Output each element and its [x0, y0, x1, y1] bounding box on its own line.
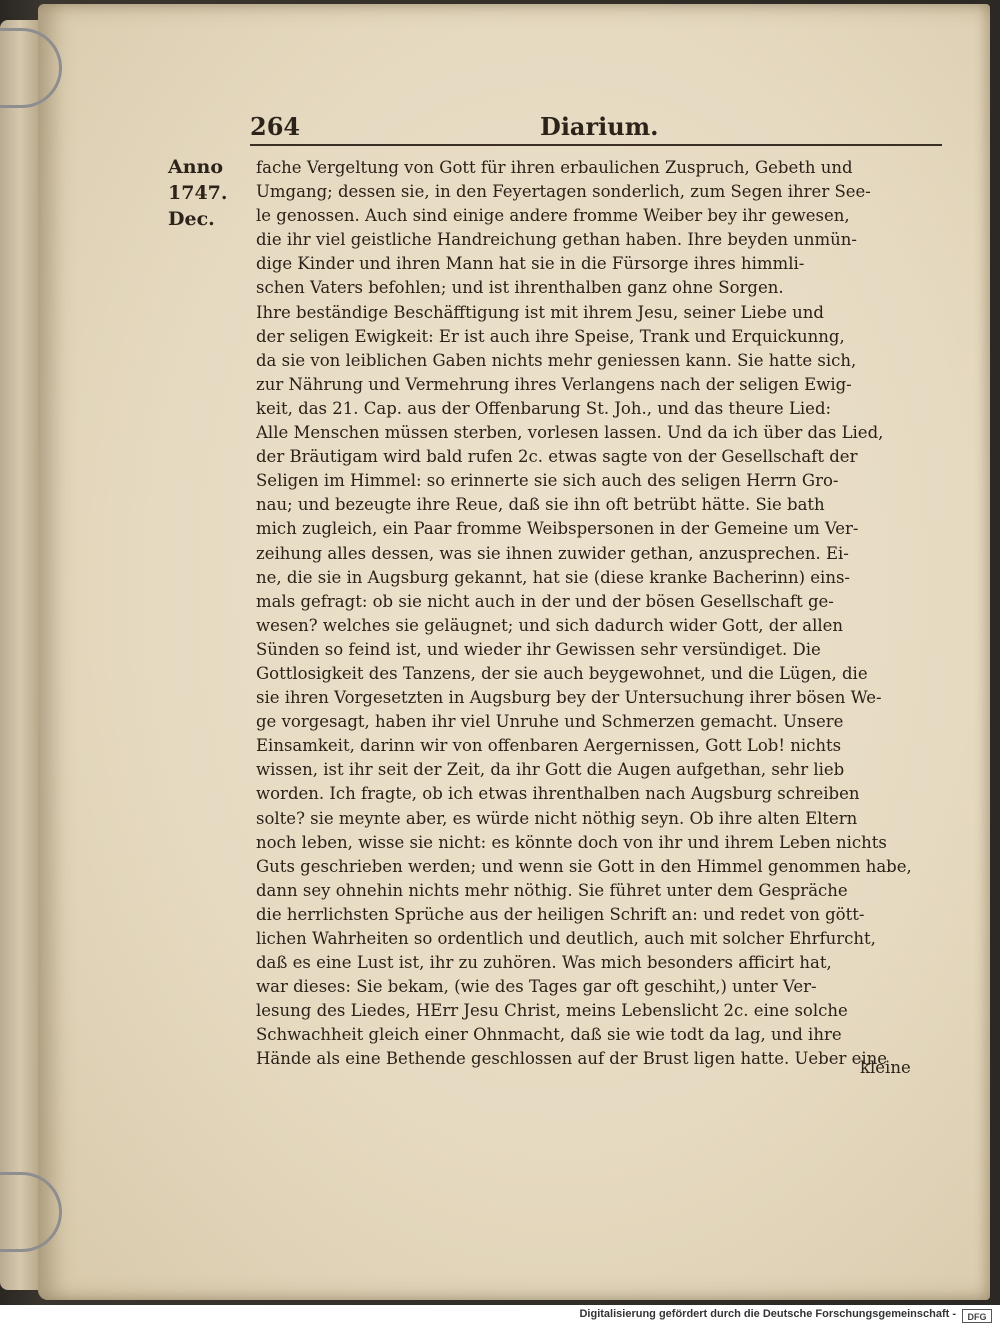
text-line: Seligen im Himmel: so erinnerte sie sich auch des seligen Herrn Gro- [256, 471, 839, 491]
text-line: ne, die sie in Augsburg gekannt, hat sie (diese kranke Bacherinn) eins- [256, 567, 850, 587]
text-line: da sie von leiblichen Gaben nichts mehr geniessen kann. Sie hatte sich, [256, 350, 857, 370]
text-line: dann sey ohnehin nichts mehr nöthig. Sie führet unter dem Gespräche [256, 880, 848, 900]
text-line: Einsamkeit, darinn wir von offenbaren Aergernissen, Gott Lob! nichts [256, 736, 842, 756]
funding-credit: Digitalisierung gefördert durch die Deutsche Forschungsgemeinschaft - [579, 1308, 956, 1320]
text-line: Sünden so feind ist, und wieder ihr Gewissen sehr versündiget. Die [256, 639, 821, 659]
margin-date-note [168, 154, 248, 232]
text-line: lichen Wahrheiten so ordentlich und deutlich, auch mit solcher Ehrfurcht, [256, 929, 876, 948]
text-line: Ihre beständige Beschäfftigung ist mit ihrem Jesu, seiner Liebe und [256, 302, 824, 322]
text-line: le genossen. Auch sind einige andere fromme Weiber bey ihr gewesen, [256, 206, 850, 226]
text-line: mich zugleich, ein Paar fromme Weibspersonen in der Gemeine um Ver- [256, 519, 859, 539]
text-line: ge vorgesagt, haben ihr viel Unruhe und Schmerzen gemacht. Unsere [256, 712, 844, 732]
text-line: nau; und bezeugte ihre Reue, daß sie ihn oft betrübt hätte. Sie bath [256, 495, 825, 515]
body-text [256, 156, 942, 1072]
text-line: worden. Ich fragte, ob ich etwas ihrenthalben nach Augsburg schreiben [256, 784, 860, 804]
text-line: Guts geschrieben werden; und wenn sie Gott in den Himmel genommen habe, [256, 856, 912, 876]
text-line: Gottlosigkeit des Tanzens, der sie auch beygewohnet, und die Lügen, die [256, 663, 868, 683]
page-number: 264 [250, 112, 301, 141]
running-head: Diarium. [540, 112, 659, 141]
text-line: schen Vaters befohlen; und ist ihrenthalben ganz ohne Sorgen. [256, 278, 784, 298]
text-line: war dieses: Sie bekam, (wie des Tages gar oft geschiht,) unter Ver- [256, 977, 817, 997]
text-line: Schwachheit gleich einer Ohnmacht, daß sie wie todt da lag, und ihre [256, 1025, 842, 1045]
text-line: zeihung alles dessen, was sie ihnen zuwider gethan, anzusprechen. Ei- [256, 543, 849, 563]
page-header [250, 108, 950, 148]
margin-note-line: 1747. [168, 182, 228, 204]
text-line: keit, das 21. Cap. aus der Offenbarung St. Joh., und das theure Lied: [256, 398, 832, 418]
text-line: solte? sie meynte aber, es würde nicht nöthig seyn. Ob ihre alten Eltern [256, 808, 858, 828]
footer-bar [0, 1305, 1000, 1327]
dfg-logo: DFG [962, 1309, 992, 1323]
text-line: die ihr viel geistliche Handreichung gethan haben. Ihre beyden unmün- [256, 230, 857, 250]
text-line: der Bräutigam wird bald rufen 2c. etwas sagte von der Gesellschaft der [256, 447, 858, 467]
margin-note-line: Anno [168, 156, 224, 178]
text-line: dige Kinder und ihren Mann hat sie in die Fürsorge ihres himmli- [256, 254, 805, 274]
text-line: die herrlichsten Sprüche aus der heiligen Schrift an: und redet von gött- [256, 904, 865, 924]
header-rule [250, 144, 942, 146]
catchword: kleine [860, 1058, 911, 1077]
text-line: Umgang; dessen sie, in den Feyertagen sonderlich, zum Segen ihrer See- [256, 182, 871, 202]
text-line: mals gefragt: ob sie nicht auch in der und der bösen Gesellschaft ge- [256, 591, 834, 611]
text-line: wissen, ist ihr seit der Zeit, da ihr Gott die Augen aufgethan, sehr lieb [256, 760, 845, 780]
text-line: daß es eine Lust ist, ihr zu zuhören. Was mich besonders afficirt hat, [256, 953, 832, 973]
text-line: lesung des Liedes, HErr Jesu Christ, meins Lebenslicht 2c. eine solche [256, 1001, 848, 1021]
text-line: Hände als eine Bethende geschlossen auf der Brust ligen hatte. Ueber eine [256, 1049, 888, 1069]
text-line: wesen? welches sie geläugnet; und sich dadurch wider Gott, der allen [256, 615, 844, 635]
margin-note-line: Dec. [168, 208, 215, 230]
text-line: zur Nährung und Vermehrung ihres Verlangens nach der seligen Ewig- [256, 374, 852, 394]
text-line: fache Vergeltung von Gott für ihren erbaulichen Zuspruch, Gebeth und [256, 158, 853, 177]
text-line: der seligen Ewigkeit: Er ist auch ihre Speise, Trank und Erquickunng, [256, 326, 845, 346]
text-line: Alle Menschen müssen sterben, vorlesen lassen. Und da ich über das Lied, [256, 423, 884, 443]
text-line: noch leben, wisse sie nicht: es könnte doch von ihr und ihrem Leben nichts [256, 832, 887, 852]
text-line: sie ihren Vorgesetzten in Augsburg bey der Untersuchung ihrer bösen We- [256, 688, 882, 708]
